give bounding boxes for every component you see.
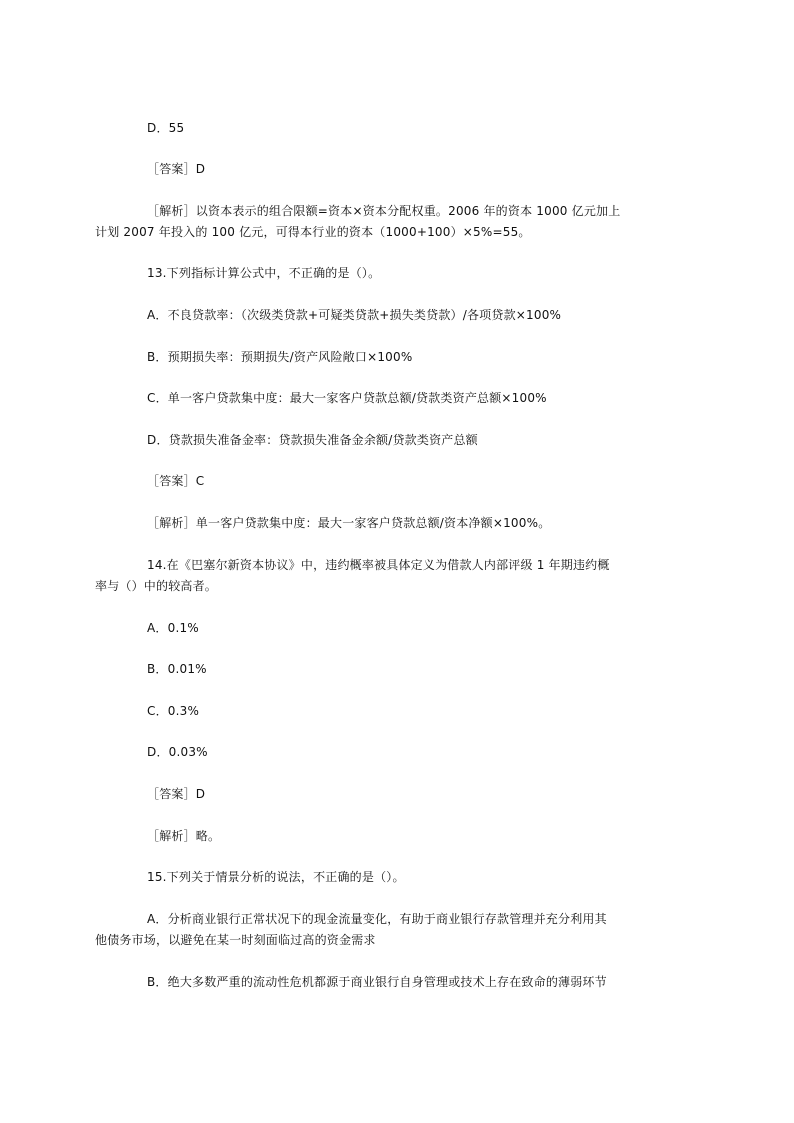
analysis-q14: ［解析］略。: [147, 829, 221, 843]
option-d-q13: D．贷款损失准备金率：贷款损失准备金余额/贷款类资产总额: [147, 433, 478, 447]
question-14: [95, 555, 681, 597]
analysis-q12: [95, 201, 681, 243]
question-15: 15.下列关于情景分析的说法，不正确的是（）。: [147, 870, 405, 884]
option-c-q14: C．0.3%: [147, 704, 200, 718]
answer-q13: ［答案］C: [147, 474, 205, 488]
answer-q14: ［答案］D: [147, 787, 206, 801]
option-b-q13: B．预期损失率：预期损失/资产风险敞口×100%: [147, 350, 413, 364]
option-b-q15: B．绝大多数严重的流动性危机都源于商业银行自身管理或技术上存在致命的薄弱环节: [147, 975, 607, 989]
answer-q12: ［答案］D: [147, 162, 206, 176]
analysis-q13: ［解析］单一客户贷款集中度：最大一家客户贷款总额/资本净额×100%。: [147, 516, 551, 530]
option-b-q14: B．0.01%: [147, 662, 207, 676]
option-a-q13: A．不良贷款率：（次级类贷款+可疑类贷款+损失类贷款）/各项贷款×100%: [147, 308, 562, 322]
option-a-q15-line-2: 他债务市场，以避免在某一时刻面临过高的资金需求: [95, 933, 376, 947]
option-d-q14: D．0.03%: [147, 745, 208, 759]
option-d-q12: D．55: [147, 121, 185, 135]
question-13: 13.下列指标计算公式中，不正确的是（）。: [147, 266, 381, 280]
analysis-q12-line-1: ［解析］以资本表示的组合限额=资本×资本分配权重。2006 年的资本 1000 亿元加上: [147, 204, 621, 218]
option-a-q14: A．0.1%: [147, 621, 199, 635]
question-14-line-2: 率与（）中的较高者。: [95, 579, 218, 593]
option-a-q15: [95, 909, 681, 951]
option-a-q15-line-1: A．分析商业银行正常状况下的现金流量变化，有助于商业银行存款管理并充分利用其: [147, 912, 607, 926]
analysis-q12-line-2: 计划 2007 年投入的 100 亿元，可得本行业的资本（1000+100）×5%=55。: [95, 225, 531, 239]
option-c-q13: C．单一客户贷款集中度：最大一家客户贷款总额/贷款类资产总额×100%: [147, 391, 547, 405]
question-14-line-1: 14.在《巴塞尔新资本协议》中，违约概率被具体定义为借款人内部评级 1 年期违约概: [147, 558, 610, 572]
